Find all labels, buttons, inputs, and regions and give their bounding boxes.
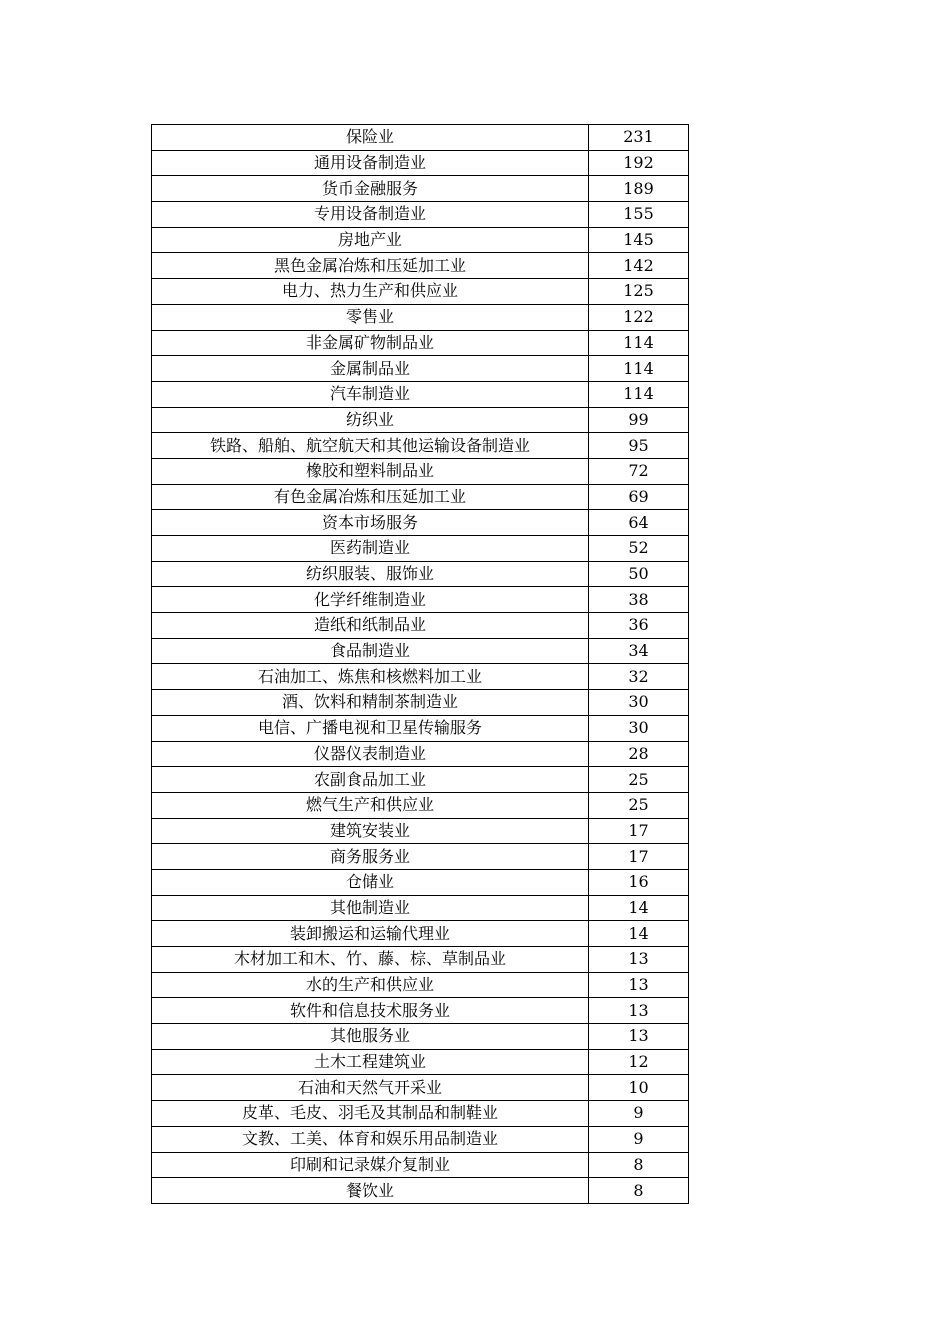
table-row [152, 1126, 689, 1152]
table-row [152, 304, 689, 330]
count-cell: 114 [589, 356, 689, 382]
industry-count-table [151, 124, 689, 1204]
industry-cell: 资本市场服务 [152, 510, 589, 536]
count-cell: 30 [589, 690, 689, 716]
industry-cell: 货币金融服务 [152, 176, 589, 202]
count-cell: 9 [589, 1101, 689, 1127]
table-row [152, 869, 689, 895]
table-row [152, 818, 689, 844]
table-row [152, 587, 689, 613]
industry-cell: 软件和信息技术服务业 [152, 998, 589, 1024]
count-cell: 122 [589, 304, 689, 330]
table-row [152, 253, 689, 279]
table-row [152, 741, 689, 767]
table-row [152, 510, 689, 536]
count-cell: 8 [589, 1152, 689, 1178]
table-body [152, 125, 689, 1204]
count-cell: 114 [589, 330, 689, 356]
count-cell: 64 [589, 510, 689, 536]
industry-cell: 医药制造业 [152, 536, 589, 562]
table-row [152, 150, 689, 176]
industry-cell: 零售业 [152, 304, 589, 330]
industry-cell: 土木工程建筑业 [152, 1049, 589, 1075]
table-row [152, 947, 689, 973]
table-row [152, 690, 689, 716]
table-row [152, 1075, 689, 1101]
table-row [152, 407, 689, 433]
industry-cell: 仪器仪表制造业 [152, 741, 589, 767]
industry-cell: 皮革、毛皮、羽毛及其制品和制鞋业 [152, 1101, 589, 1127]
count-cell: 25 [589, 792, 689, 818]
table-row [152, 921, 689, 947]
count-cell: 231 [589, 125, 689, 151]
count-cell: 32 [589, 664, 689, 690]
table-row [152, 125, 689, 151]
industry-cell: 铁路、船舶、航空航天和其他运输设备制造业 [152, 433, 589, 459]
industry-cell: 化学纤维制造业 [152, 587, 589, 613]
industry-cell: 农副食品加工业 [152, 767, 589, 793]
count-cell: 9 [589, 1126, 689, 1152]
industry-cell: 商务服务业 [152, 844, 589, 870]
count-cell: 13 [589, 947, 689, 973]
count-cell: 145 [589, 227, 689, 253]
industry-cell: 橡胶和塑料制品业 [152, 458, 589, 484]
count-cell: 50 [589, 561, 689, 587]
table-row [152, 767, 689, 793]
table-row [152, 561, 689, 587]
count-cell: 17 [589, 844, 689, 870]
industry-cell: 燃气生产和供应业 [152, 792, 589, 818]
count-cell: 8 [589, 1178, 689, 1204]
table-row [152, 998, 689, 1024]
table-row [152, 715, 689, 741]
industry-cell: 建筑安装业 [152, 818, 589, 844]
count-cell: 155 [589, 202, 689, 228]
industry-cell: 非金属矿物制品业 [152, 330, 589, 356]
table-row [152, 1024, 689, 1050]
industry-cell: 其他服务业 [152, 1024, 589, 1050]
table-row [152, 330, 689, 356]
industry-cell: 酒、饮料和精制茶制造业 [152, 690, 589, 716]
industry-cell: 石油加工、炼焦和核燃料加工业 [152, 664, 589, 690]
count-cell: 189 [589, 176, 689, 202]
industry-cell: 保险业 [152, 125, 589, 151]
count-cell: 17 [589, 818, 689, 844]
industry-cell: 印刷和记录媒介复制业 [152, 1152, 589, 1178]
count-cell: 16 [589, 869, 689, 895]
table-row [152, 1049, 689, 1075]
count-cell: 13 [589, 1024, 689, 1050]
count-cell: 38 [589, 587, 689, 613]
table-row [152, 664, 689, 690]
table-row [152, 433, 689, 459]
industry-cell: 食品制造业 [152, 638, 589, 664]
table-row [152, 176, 689, 202]
industry-cell: 电力、热力生产和供应业 [152, 279, 589, 305]
industry-cell: 金属制品业 [152, 356, 589, 382]
table-row [152, 895, 689, 921]
industry-cell: 文教、工美、体育和娱乐用品制造业 [152, 1126, 589, 1152]
table-row [152, 1152, 689, 1178]
count-cell: 72 [589, 458, 689, 484]
industry-cell: 其他制造业 [152, 895, 589, 921]
count-cell: 114 [589, 381, 689, 407]
industry-cell: 纺织服装、服饰业 [152, 561, 589, 587]
table-row [152, 202, 689, 228]
count-cell: 95 [589, 433, 689, 459]
count-cell: 13 [589, 972, 689, 998]
table-row [152, 638, 689, 664]
count-cell: 10 [589, 1075, 689, 1101]
industry-cell: 电信、广播电视和卫星传输服务 [152, 715, 589, 741]
industry-cell: 黑色金属冶炼和压延加工业 [152, 253, 589, 279]
table-row [152, 844, 689, 870]
count-cell: 142 [589, 253, 689, 279]
count-cell: 192 [589, 150, 689, 176]
industry-cell: 餐饮业 [152, 1178, 589, 1204]
industry-cell: 木材加工和木、竹、藤、棕、草制品业 [152, 947, 589, 973]
count-cell: 52 [589, 536, 689, 562]
table-row [152, 227, 689, 253]
table-row [152, 1101, 689, 1127]
table-row [152, 356, 689, 382]
count-cell: 25 [589, 767, 689, 793]
industry-cell: 装卸搬运和运输代理业 [152, 921, 589, 947]
table-row [152, 613, 689, 639]
count-cell: 14 [589, 921, 689, 947]
count-cell: 36 [589, 613, 689, 639]
count-cell: 69 [589, 484, 689, 510]
industry-cell: 仓储业 [152, 869, 589, 895]
table-row [152, 972, 689, 998]
industry-cell: 汽车制造业 [152, 381, 589, 407]
count-cell: 28 [589, 741, 689, 767]
industry-cell: 造纸和纸制品业 [152, 613, 589, 639]
table-row [152, 279, 689, 305]
table-row [152, 536, 689, 562]
industry-cell: 专用设备制造业 [152, 202, 589, 228]
industry-cell: 水的生产和供应业 [152, 972, 589, 998]
industry-cell: 纺织业 [152, 407, 589, 433]
industry-cell: 石油和天然气开采业 [152, 1075, 589, 1101]
table-row [152, 381, 689, 407]
count-cell: 34 [589, 638, 689, 664]
count-cell: 99 [589, 407, 689, 433]
table-row [152, 1178, 689, 1204]
industry-cell: 有色金属冶炼和压延加工业 [152, 484, 589, 510]
count-cell: 125 [589, 279, 689, 305]
count-cell: 13 [589, 998, 689, 1024]
table-row [152, 792, 689, 818]
table-row [152, 458, 689, 484]
count-cell: 30 [589, 715, 689, 741]
count-cell: 14 [589, 895, 689, 921]
table-row [152, 484, 689, 510]
industry-cell: 房地产业 [152, 227, 589, 253]
industry-cell: 通用设备制造业 [152, 150, 589, 176]
count-cell: 12 [589, 1049, 689, 1075]
